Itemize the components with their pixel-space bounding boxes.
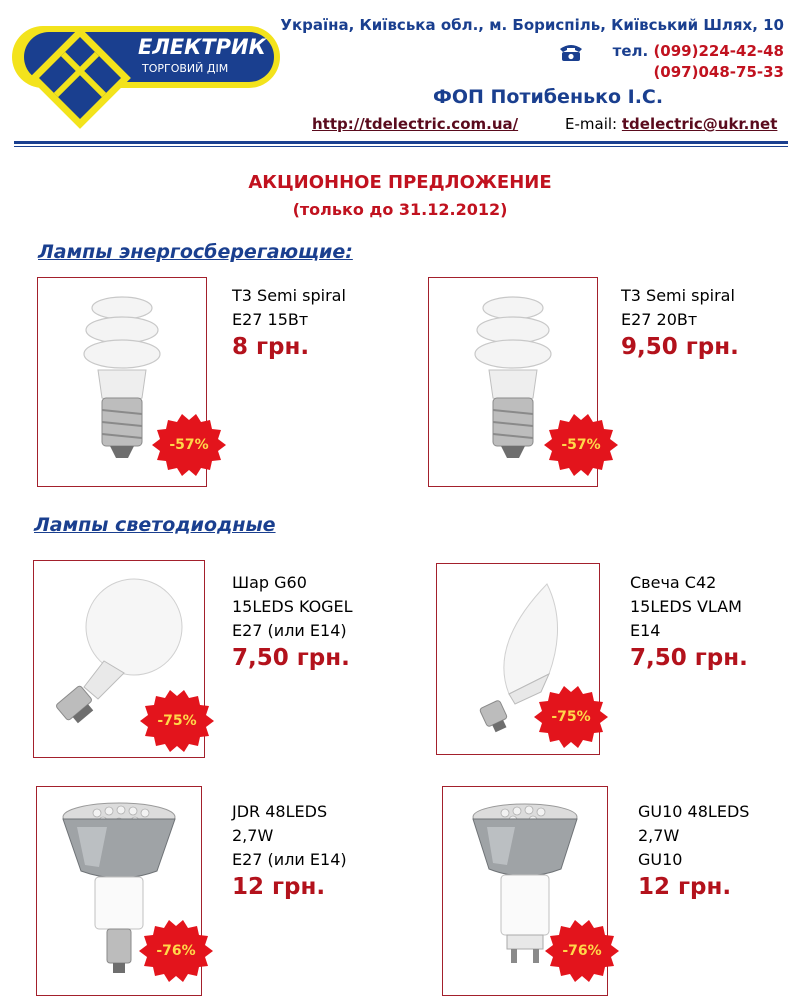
discount-label: -75% [551, 709, 591, 725]
product-info [630, 571, 748, 670]
product-price: 7,50 грн. [630, 645, 748, 671]
discount-label: -76% [562, 943, 602, 959]
discount-badge [534, 680, 608, 754]
phone-number-2[interactable]: (097)048-75-33 [653, 63, 784, 81]
product-model: JDR 48LEDS [232, 802, 328, 821]
discount-label: -76% [156, 943, 196, 959]
discount-badge [544, 408, 618, 482]
discount-badge [545, 914, 619, 988]
product-price: 8 грн. [232, 334, 310, 360]
company-logo [10, 22, 282, 134]
product-base: GU10 [638, 850, 683, 869]
product-info [638, 800, 749, 899]
product-model: T3 Semi spiral [621, 286, 735, 305]
discount-label: -57% [561, 437, 601, 453]
phone-label: тел. [612, 42, 649, 60]
phone-number-1[interactable]: (099)224-42-48 [653, 42, 784, 60]
address: Україна, Київська обл., м. Бориспіль, Київський Шлях, 10 [280, 16, 784, 34]
product-model: GU10 48LEDS [638, 802, 750, 821]
product-info [232, 284, 346, 359]
product-spec: 15LEDS VLAM [630, 597, 742, 616]
logo-name: ЕЛЕКТРИК [138, 35, 266, 59]
product-model: Свеча С42 [630, 573, 717, 592]
discount-badge [140, 684, 214, 758]
discount-badge [152, 408, 226, 482]
product-price: 9,50 грн. [621, 334, 739, 360]
website-link[interactable]: http://tdelectric.com.ua/ [312, 115, 519, 133]
promo-subtitle: (только до 31.12.2012) [292, 200, 508, 219]
phone-primary [613, 42, 784, 60]
product-info [621, 284, 739, 359]
product-model: T3 Semi spiral [232, 286, 346, 305]
product-price: 12 грн. [638, 874, 732, 900]
product-spec: 2,7W [232, 826, 274, 845]
product-base: E14 [630, 621, 661, 640]
header-divider [14, 141, 788, 144]
company-name: ФОП Потибенько І.С. [433, 86, 664, 108]
section-led: Лампы светодиодные [34, 514, 276, 536]
phone-secondary [653, 63, 784, 81]
product-spec: E27 20Вт [621, 310, 698, 329]
product-base: E27 (или E14) [232, 621, 347, 640]
product-spec: E27 15Вт [232, 310, 309, 329]
section-energy-saving: Лампы энергосберегающие: [38, 241, 353, 263]
header-divider-thin [14, 146, 788, 147]
discount-label: -75% [157, 713, 197, 729]
discount-label: -57% [169, 437, 209, 453]
product-info [232, 800, 347, 899]
discount-badge [139, 914, 213, 988]
product-spec: 2,7W [638, 826, 680, 845]
product-base: E27 (или E14) [232, 850, 347, 869]
email-link[interactable]: tdelectric@ukr.net [621, 115, 778, 133]
promo-title: АКЦИОННОЕ ПРЕДЛОЖЕНИЕ [248, 172, 552, 193]
phone-icon [558, 41, 584, 63]
product-price: 12 грн. [232, 874, 326, 900]
logo-subtitle: ТОРГОВИЙ ДІМ [142, 62, 229, 75]
product-spec: 15LEDS KOGEL [232, 597, 353, 616]
product-model: Шар G60 [232, 573, 307, 592]
email-row [565, 115, 777, 133]
email-label: E-mail: [565, 115, 618, 133]
product-price: 7,50 грн. [232, 645, 350, 671]
product-info [232, 571, 353, 670]
